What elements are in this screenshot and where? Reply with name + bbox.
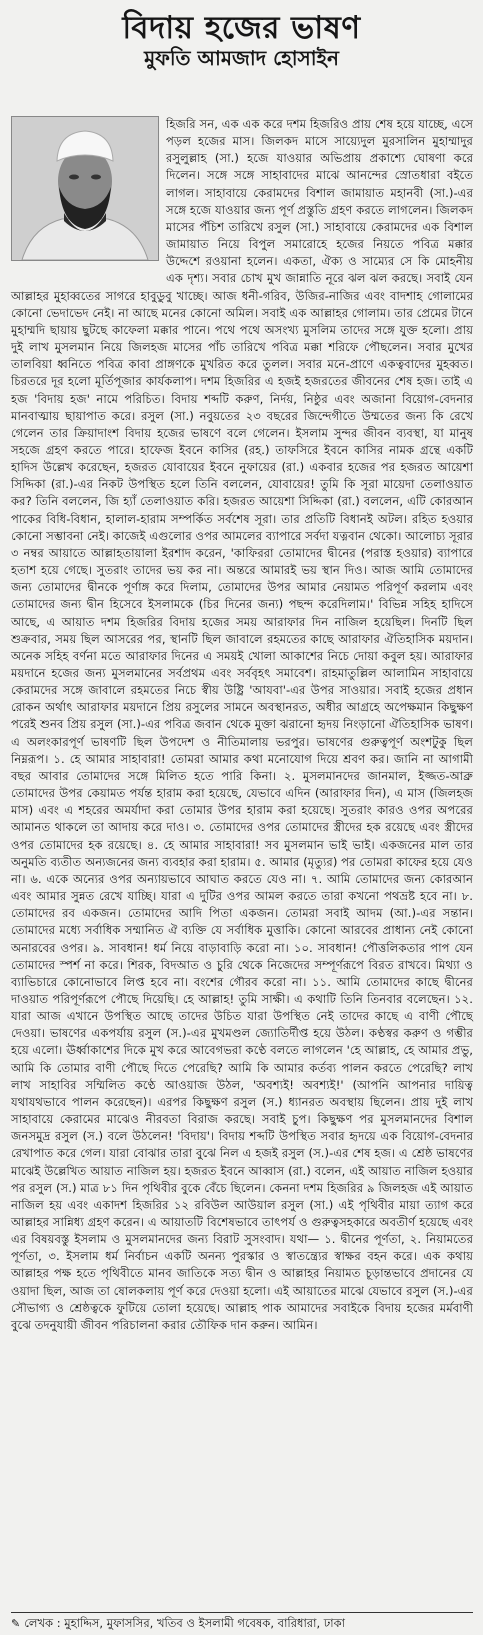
author-footer xyxy=(11,1614,473,1633)
article-title: বিদায় হজের ভাষণ xyxy=(122,10,361,46)
author-credit: লেখক : মুহাদ্দিস, মুফাসসির, খতিব ও ইসলামী গবেষক, বারিধারা, ঢাকা xyxy=(24,1616,345,1630)
footer-divider xyxy=(11,1612,473,1613)
article-body xyxy=(11,116,473,1334)
photo-spacer xyxy=(11,116,166,271)
article-author: মুফতি আমজাদ হোসাইন xyxy=(144,46,339,70)
article-paragraph: হিজরি সন, এক এক করে দশম হিজরিও প্রায় শেষ হয়ে যাচ্ছে, এসে পড়ল হজের মাস। জিলকদ মাসে সায়্যেদুল মুরসালিন মুহাম্মাদুর রসুলুল্লাহ (সা.) হজে যাওয়ার অভিপ্রায় প্রকাশ্যে ঘোষণা করে দিলেন। সঙ্গে সঙ্গে সাহাবাদের মাঝে আনন্দের স্রোতধারা বইতে লাগল। সাহাবায়ে কেরামদের বিশাল জামায়াত মহানবী (সা.)-এর সঙ্গে হজে যাওয়ার জন্য পূর্ণ প্রস্তুতি গ্রহণ করতে লাগলেন। জিলকদ মাসের পঁচিশ তারিখে রসুল (সা.) সাহাবায়ে কেরামদের এক বিশাল জামায়াত নিয়ে বিপুল সমারোহে হজের নিয়তে পবিত্র মক্কার উদ্দেশে রওয়ানা হলেন। একতা, ঐক্য ও সাম্যের সে কি মোহনীয় এক দৃশ্য। সবার চোখ মুখ জান্নাতি নূরে ঝল ঝল করছে। সবাই যেন আল্লাহর মুহাব্বতের সাগরে হাবুডুবু খাচ্ছে। আজ ধনী-গরিব, উজির-নাজির এবং বাদশাহ গোলামের কোনো ভেদাভেদ নেই। না আছে মনের কোনো অমিল। সবাই এক আল্লাহর গোলাম। তার প্রেমের টানে মুহাম্মদি ছায়ায় ছুটছে কাফেলা মক্কার পানে। পথে পথে অসংখ্য মুসলিম তাদের সঙ্গে যুক্ত হলো। প্রায় দুই লাখ মুসলমান নিয়ে জিলহজ মাসের পাঁচ তারিখে পবিত্র মক্কা শরিফে পৌছলেন। সবার মুখের তালবিয়া ধ্বনিতে পবিত্র কাবা প্রাঙ্গণকে মুখরিত করে তুলল। সবার মনে-প্রাণে একত্ববাদের মুহব্বত। চিরতরে দূর হলো মূর্তিপূজার কার্যকলাপ। দশম হিজরির এ হজই হজরতের জীবনের শেষ হজ। তাই এ হজ 'বিদায় হজ' নামে পরিচিত। বিদায় শব্দটি করুণ, নির্দয়, নিষ্ঠুর এবং অজানা বিয়োগ-বেদনার মানবাত্মায় ছায়াপাত করে। রসুল (সা.) নবুয়তের ২৩ বছরের জিন্দেগীতে উম্মতের জন্য কি রেখে গেলেন তার ক্রিয়াদাংশ বিদায় হজের ভাষণে বলে গেলেন। ইসলাম সুন্দর জীবন ব্যবস্থা, যা মানুষ সহজে গ্রহণ করতে পারে। হাফেজ ইবনে কাসির (রহ.) তাফসিরে ইবনে কাসির নামক গ্রন্থে একটি হাদিস উল্লেখ করেছেন, হজরত যোবায়ের ইবনে নুফায়ের (রা.) একবার হজের পর হজরত আয়েশা সিদ্দিকা (রা.)-এর নিকট উপস্থিত হলে তিনি বললেন, যোবায়ের! তুমি কি সূরা মায়েদা তেলাওয়াত কর? তিনি বললেন, জি হ্যাঁ তেলাওয়াত করি। হজরত আয়েশা সিদ্দিকা (রা.) বললেন, এটি কোরআন পাকের বিধি-বিধান, হালাল-হারাম সম্পর্কিত সর্বশেষ সূরা। তার প্রতিটি বিধানই অটল। রহিত হওয়ার কোনো সম্ভাবনা নেই। কাজেই এগুলোর ওপর আমলের ব্যাপারে সর্বদা যত্নবান থেকো। আলোচ্য সূরার ৩ নম্বর আয়াতে আল্লাহতায়ালা ইরশাদ করেন, 'কাফিররা তোমাদের দ্বীনের (পরাস্ত হওয়ার) ব্যাপারে হতাশ হয়ে গেছে। সুতরাং তাদের ভয় কর না। অন্তরে আমারই ভয় স্থান দিও। আজ আমি তোমাদের জন্য তোমাদের দ্বীনকে পূর্ণাঙ্গ করে দিলাম, তোমাদের উপর আমার নেয়ামত পরিপূর্ণ করলাম এবং তোমাদের জন্য দ্বীন হিসেবে ইসলামকে (চির দিনের জন্য) পছন্দ করেদিলাম।' বিভিন্ন সহিহ হাদিসে আছে, এ আয়াত দশম হিজরির বিদায় হজের সময় আরাফার দিন নাজিল হয়েছিল। দিনটি ছিল শুক্রবার, সময় ছিল আসরের পর, স্থানটি ছিল জাবালে রহমতের কাছে আরাফার ঐতিহাসিক ময়দান। অনেক সহিহ বর্ণনা মতে আরাফার দিনের এ সময়ই খোলা আকাশের নিচে দোয়া কবুল হয়। আরাফার ময়দানে হজের জন্য মুসলমানের সর্বপ্রথম এবং সর্ববৃহৎ সমাবেশ। রাহমাতুল্লিল আলামিন সাহাবায়ে কেরামদের সঙ্গে জাবালে রহমতের নিচে স্বীয় উষ্ট্রি 'আযবা'-এর উপর সাওয়ার। সবাই হজের প্রধান রোকন অর্থাৎ আরাফার ময়দানে প্রিয় রসুলের সামনে অবস্থানরত, অধীর আগ্রহে অপেক্ষমান কিছুক্ষণ পরেই শুনব প্রিয় রসুল (সা.)-এর পবিত্র জবান থেকে মুক্তা ঝরানো হৃদয় নিংড়ানো ঐতিহাসিক ভাষণ। এ অলংকারপূর্ণ ভাষণটি ছিল উপদেশ ও নীতিমালায় ভরপুর। ভাষণের গুরুত্বপূর্ণ অংশটুকু ছিল নিম্নরূপ। ১. হে আমার সাহাবারা! তোমরা আমার কথা মনোযোগ দিয়ে শ্রবণ কর। জানি না আগামী বছর আবার তোমাদের সঙ্গে মিলিত হতে পারি কিনা। ২. মুসলমানদের জানমাল, ইজ্জত-আব্রু তোমাদের উপর কেয়ামত পর্যন্ত হারাম করা হয়েছে, যেভাবে এদিন (আরাফার দিন), এ মাস (জিলহজ মাস) এবং এ শহরের অমর্যাদা করা তোমার উপর হারাম করা হয়েছে। সুতরাং কারও ওপর অপরের আমানত থাকলে তা আদায় করে দাও। ৩. তোমাদের ওপর তোমাদের স্ত্রীদের হক রয়েছে এবং স্ত্রীদের ওপর তোমাদের হক রয়েছে। ৪. হে আমার সাহাবারা! সব মুসলমান ভাই ভাই। একজনের মাল তার অনুমতি ব্যতীত অন্যজনের জন্য ব্যবহার করা হারাম। ৫. আমার (মৃত্যুর) পর তোমরা কাফের হয়ে যেও না। ৬. একে অন্যের ওপর অন্যায়ভাবে আঘাত করতে যেও না। ৭. আমি তোমাদের জন্য কোরআন এবং আমার সুন্নত রেখে যাচ্ছি। যারা এ দুটির ওপর আমল করতে তারা কখনো পথভ্রষ্ট হবে না। ৮. তোমাদের রব একজন। তোমাদের আদি পিতা একজন। তোমরা সবাই আদম (আ.)-এর সন্তান। তোমাদের মধ্যে সর্বাধিক সম্মানিত ঐ ব্যক্তি যে সর্বাধিক মুত্তাকি। কোনো আরবের প্রাধান্য নেই কোনো অনারবের ওপর। ৯. সাবধান! ধর্ম নিয়ে বাড়াবাড়ি করো না। ১০. সাবধান! পৌত্তলিকতার পাপ যেন তোমাদের স্পর্শ না করে। শিরক, বিদআত ও চুরি থেকে নিজেদের সম্পূর্ণরূপে বিরত রাখবে। মিথ্যা ও ব্যাভিচারে কোনোভাবে লিপ্ত হবে না। বংশের গৌরব করো না। ১১. আমি তোমাদের কাছে দ্বীনের দাওয়াত পরিপূর্ণরূপে পৌছে দিয়েছি। হে আল্লাহ! তুমি সাক্ষী। এ কথাটি তিনি তিনবার বলেছেন। ১২. যারা আজ এখানে উপস্থিত আছে তাদের উচিত যারা উপস্থিত নেই তাদের কাছে এ বাণী পৌছে দেওয়া। ভাষণের একপর্যায় রসুল (স.)-এর মুখমণ্ডল জ্যোতির্দীপ্ত হয়ে উঠল। কণ্ঠস্বর করুণ ও গম্ভীর হয়ে এলো। ঊর্ধ্বাকাশের দিকে মুখ করে আবেগভরা কণ্ঠে বলতে লাগলেন 'হে আল্লাহ, হে আমার প্রভু, আমি কি তোমার বাণী পৌছে দিতে পেরেছি? আমি কি আমার কর্তব্য পালন করতে পেরেছি? লাখ লাখ সাহাবির সম্মিলিত কণ্ঠে আওয়াজ উঠল, 'অবশ্যই! অবশ্যই!' (আপনি আপনার দায়িত্ব যথাযথভাবে পালন করেছেন)। এরপর কিছুক্ষণ রসুল (স.) ধ্যানরত অবস্থায় ছিলেন। প্রায় দুই লাখ সাহাবায়ে কেরামের মাঝেও নীরবতা বিরাজ করছে। সবাই চুপ। কিছুক্ষণ পর মুসলমানদের বিশাল জনসমুদ্র রসুল (স.) বলে উঠলেন! 'বিদায়'। বিদায় শব্দটি উপস্থিত সবার হৃদয়ে এক বিয়োগ-বেদনার রেখাপাত করে গেল। যারা বোঝার তারা বুঝে নিল এ হজই রসুল (স.)-এর শেষ হজ। এ শ্রেষ্ঠ ভাষণের মাঝেই উল্লেখিত আয়াত নাজিল হয়। হজরত ইবনে আব্বাস (রা.) বলেন, এই আয়াত নাজিল হওয়ার পর রসুল (স.) মাত্র ৮১ দিন পৃথিবীর বুকে বেঁচে ছিলেন। কেননা দশম হিজরির ৯ জিলহজ এই আয়াত নাজিল হয় এবং একাদশ হিজরির ১২ রবিউল আউয়াল রসুল (সা.) এই পৃথিবীর মায়া ত্যাগ করে আল্লাহর সান্নিধ্য গ্রহণ করেন। এ আয়াতটি বিশেষভাবে তাৎপর্য ও গুরুত্বসহকারে অবতীর্ণ হয়েছে এবং এর বিষয়বস্তু ইসলাম ও মুসলমানদের জন্য বিরাট সুসংবাদ। যথা— ১. দ্বীনের পূর্ণতা, ২. নিয়ামতের পূর্ণতা, ৩. ইসলাম ধর্ম নির্বাচন একটি অনন্য পুরস্কার ও স্বাতন্ত্র্যের স্বাক্ষর বহন করে। এক কথায় আল্লাহর পক্ষ হতে পৃথিবীতে মানব জাতিকে সত্য দ্বীন ও আল্লাহর নিয়ামত চূড়ান্তভাবে প্রদানের যে ওয়াদা ছিল, আজ তা ষোলকলায় পূর্ণ করে দেওয়া হলো। এই আয়াতের মাঝে যেভাবে রসুল (স.)-এর সৌভাগ্য ও শ্রেষ্ঠত্বকে ফুটিয়ে তোলা হয়েছে। আল্লাহ পাক আমাদের সবাইকে বিদায় হজের মর্মবাণী বুঝে তদনুযায়ী জীবন পরিচালনা করার তৌফিক দান করুন। আমিন। xyxy=(11,117,473,1332)
pen-icon: ✎ xyxy=(11,1617,21,1630)
